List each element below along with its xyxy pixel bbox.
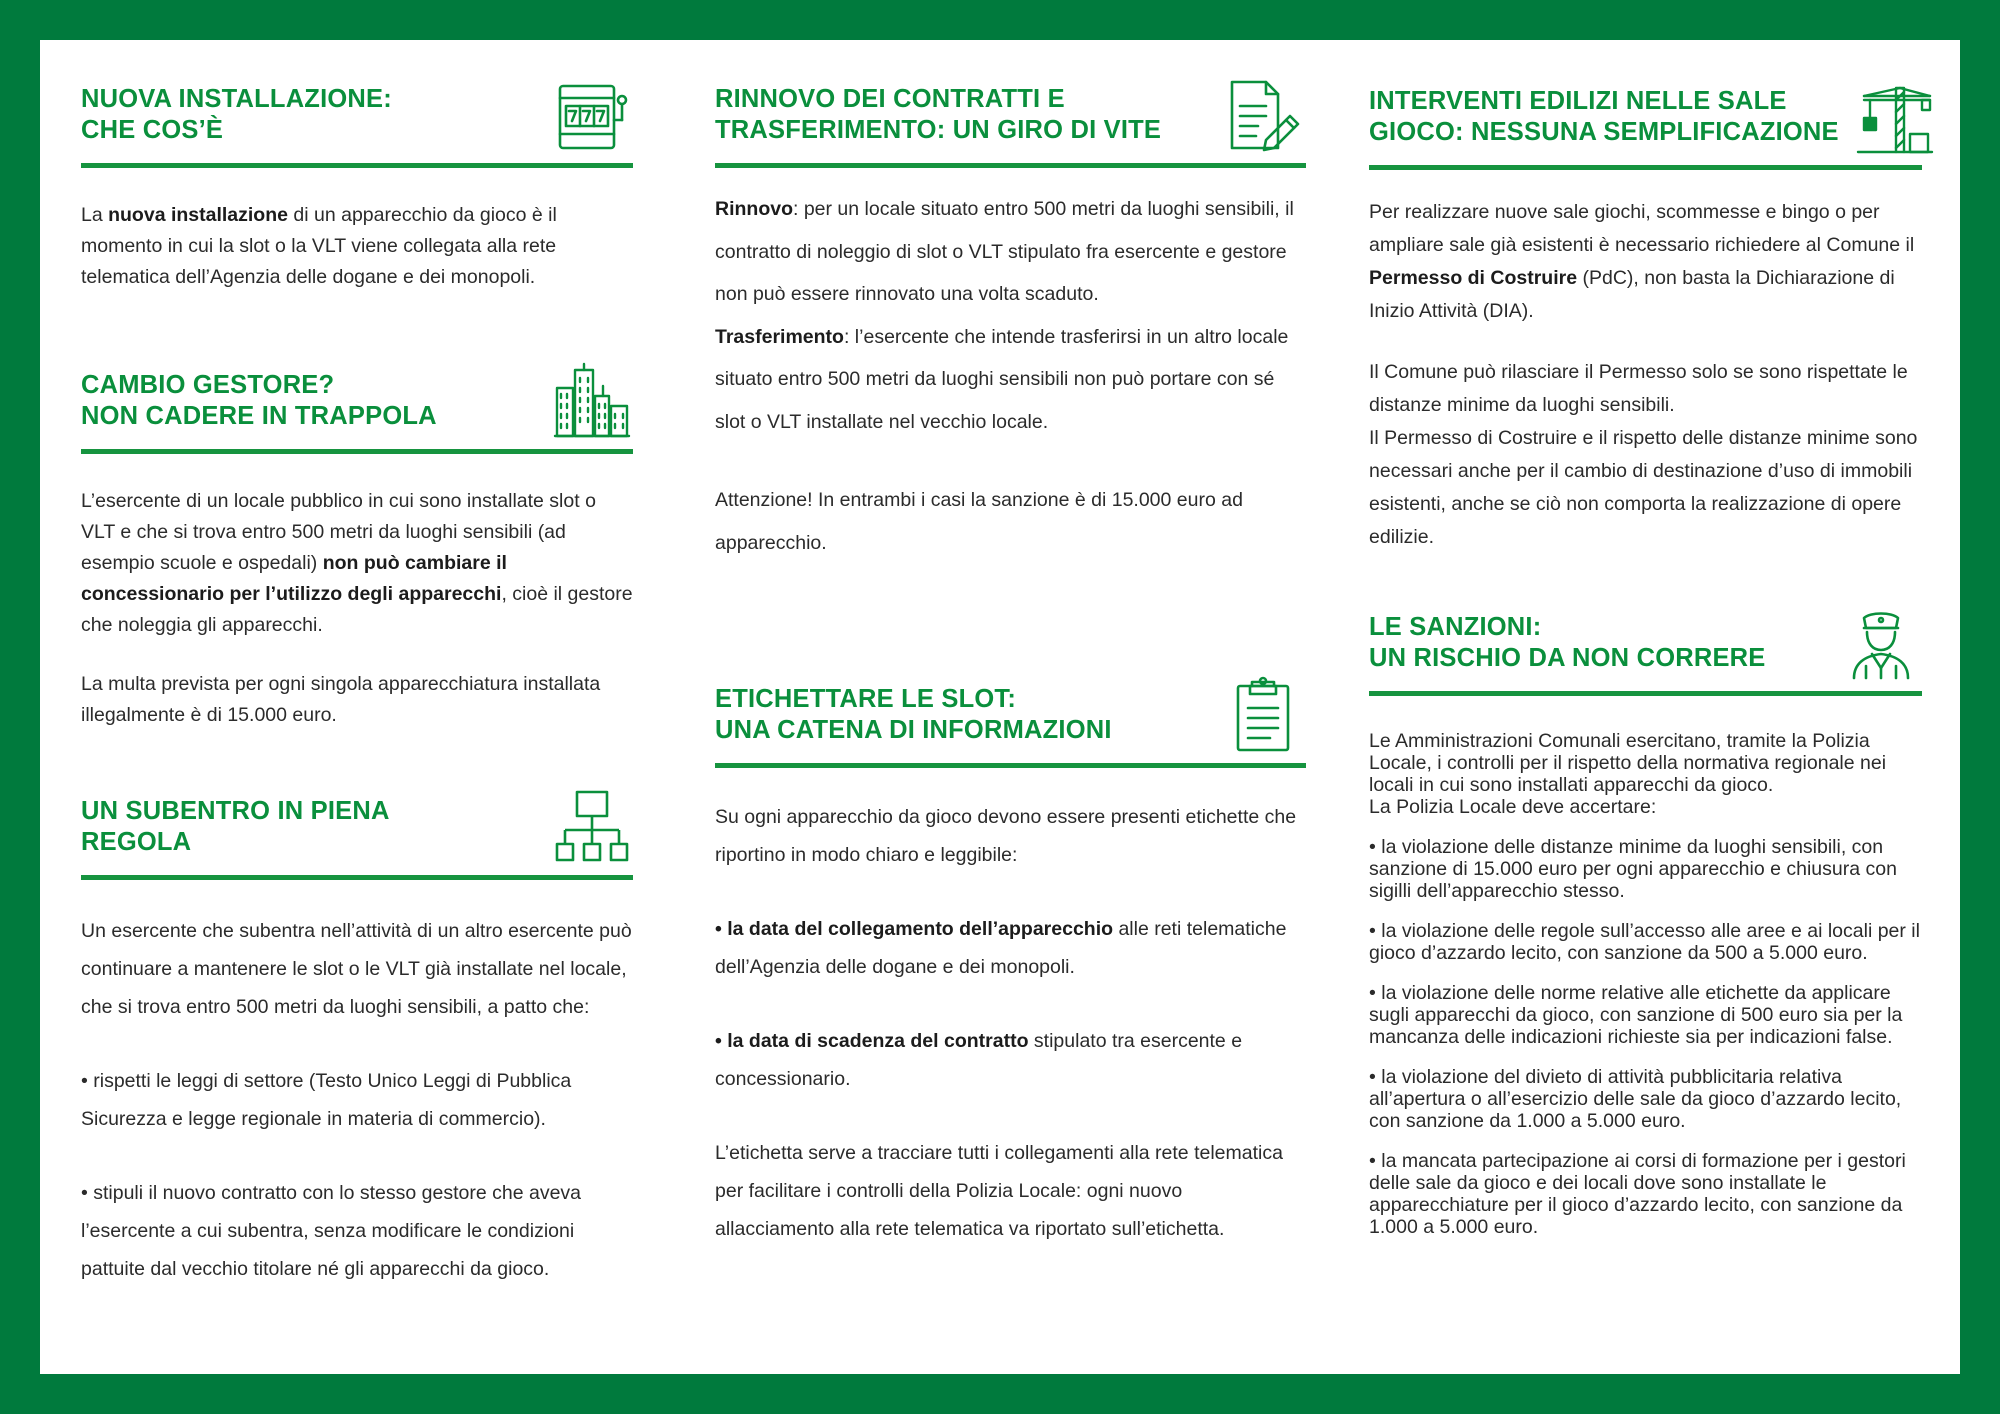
section-divider: [81, 449, 633, 454]
section-title: ETICHETTARE LE SLOT: UNA CATENA DI INFORMAZIONI: [715, 685, 1112, 744]
section-title: UN SUBENTRO IN PIENA REGOLA: [81, 797, 390, 856]
bullet-item: • stipuli il nuovo contratto con lo stesso gestore che aveva l’esercente a cui subentra, senza modificare le condizioni pattuite dal vecchio titolare né gli apparecchi da gioco.: [81, 1182, 582, 1280]
section-etichettare: [715, 680, 1306, 1248]
section-divider: [715, 763, 1306, 768]
section-sanzioni: [1369, 608, 1922, 1238]
section-body: [81, 200, 633, 293]
section-header: [1369, 608, 1922, 696]
bullet-item: • la violazione delle regole sull’accesso alle aree e ai locali per il gioco d’azzardo lecito, con sanzione da 500 a 5.000 euro.: [1369, 920, 1920, 964]
section-body: [81, 912, 633, 1288]
document-pen-icon: [1226, 76, 1304, 154]
paragraph: Per realizzare nuove sale giochi, scommesse e bingo o per ampliare sale già esistenti è necessario richiedere al Comune il Permesso di Costruire (PdC), non basta la Dichiarazione di Inizio Attività (DIA).: [1369, 201, 1915, 322]
section-divider: [715, 163, 1306, 168]
section-divider: [1369, 691, 1922, 696]
section-body: [715, 188, 1306, 564]
bullet-item: • la mancata partecipazione ai corsi di formazione per i gestori delle sale da gioco e dei locali dove sono installate le apparecchiature per il gioco d’azzardo lecito, con sanzione da 1.000 a 5.000 euro.: [1369, 1150, 1906, 1238]
section-title: CAMBIO GESTORE? NON CADERE IN TRAPPOLA: [81, 371, 437, 430]
section-title: INTERVENTI EDILIZI NELLE SALE GIOCO: NESSUNA SEMPLIFICAZIONE: [1369, 87, 1839, 146]
bullet-item: • la violazione del divieto di attività pubblicitaria relativa all’apertura o all’esercizio delle sale da gioco d’azzardo lecito, con sanzione da 1.000 a 5.000 euro.: [1369, 1066, 1902, 1132]
section-body: [715, 798, 1306, 1248]
clipboard-icon: [1226, 676, 1304, 754]
paragraph: Le Amministrazioni Comunali esercitano, tramite la Polizia Locale, i controlli per il rispetto della normativa regionale nei locali in cui sono installati apparecchi da gioco.: [1369, 730, 1887, 796]
section-title: RINNOVO DEI CONTRATTI E TRASFERIMENTO: UN GIRO DI VITE: [715, 85, 1162, 144]
org-chart-icon: [553, 788, 631, 866]
brochure-sheet: [40, 40, 1960, 1374]
section-header: [81, 366, 633, 454]
section-body: [1369, 196, 1922, 554]
section-header: [81, 792, 633, 880]
paragraph: La nuova installazione di un apparecchio da gioco è il momento in cui la slot o la VLT viene collegata alla rete telematica dell’Agenzia delle dogane e dei monopoli.: [81, 204, 557, 288]
section-divider: [81, 163, 633, 168]
section-cambio-gestore: [81, 366, 633, 731]
city-buildings-icon: [553, 362, 631, 440]
slot-machine-icon: [553, 76, 631, 154]
section-header: [715, 680, 1306, 768]
section-body: [1369, 730, 1922, 1238]
paragraph: Il Comune può rilasciare il Permesso solo se sono rispettate le distanze minime da luoghi sensibili.: [1369, 361, 1908, 416]
bullet-item: • la violazione delle norme relative alle etichette da applicare sugli apparecchi da gioco, con sanzione di 500 euro sia per la mancanza delle indicazioni richieste sia per indicazioni false.: [1369, 982, 1903, 1048]
bullet-item: • la violazione delle distanze minime da luoghi sensibili, con sanzione di 15.000 euro per ogni apparecchio e chiusura con sigilli dell’apparecchio stesso.: [1369, 836, 1897, 902]
section-header: [715, 80, 1306, 168]
paragraph: L’esercente di un locale pubblico in cui sono installate slot o VLT e che si trova entro 500 metri da luoghi sensibili (ad esempio scuole e ospedali) non può cambiare il concessionario per l’utilizzo degli apparecchi, cioè il gestore che noleggia gli apparecchi.: [81, 490, 633, 636]
section-nuova-installazione: [81, 80, 633, 293]
section-title: LE SANZIONI: UN RISCHIO DA NON CORRERE: [1369, 613, 1766, 672]
section-header: [81, 80, 633, 168]
section-title: NUOVA INSTALLAZIONE: CHE COS’È: [81, 85, 392, 144]
paragraph: Trasferimento: l’esercente che intende trasferirsi in un altro locale situato entro 500 metri da luoghi sensibili non può portare con sé slot o VLT installate nel vecchio locale.: [715, 325, 1289, 433]
paragraph: La Polizia Locale deve accertare:: [1369, 796, 1657, 818]
paragraph: Un esercente che subentra nell’attività di un altro esercente può continuare a mantenere le slot o le VLT già installate nel locale, che si trova entro 500 metri da luoghi sensibili, a patto che:: [81, 920, 632, 1018]
section-body: [81, 486, 633, 731]
police-officer-icon: [1842, 604, 1920, 682]
section-divider: [81, 875, 633, 880]
paragraph: Il Permesso di Costruire e il rispetto delle distanze minime sono necessari anche per il cambio di destinazione d’uso di immobili esistenti, anche se ciò non comporta la realizzazione di opere edilizie.: [1369, 427, 1918, 548]
paragraph: Rinnovo: per un locale situato entro 500 metri da luoghi sensibili, il contratto di noleggio di slot o VLT stipulato fra esercente e gestore non può essere rinnovato una volta scaduto.: [715, 198, 1294, 305]
paragraph: Su ogni apparecchio da gioco devono essere presenti etichette che riportino in modo chiaro e leggibile:: [715, 806, 1297, 866]
section-subentro: [81, 792, 633, 1288]
section-rinnovo: [715, 80, 1306, 564]
construction-crane-icon: [1856, 78, 1934, 156]
bullet-item: • rispetti le leggi di settore (Testo Unico Leggi di Pubblica Sicurezza e legge regionale in materia di commercio).: [81, 1070, 572, 1130]
bullet-item: • la data di scadenza del contratto stipulato tra esercente e concessionario.: [715, 1030, 1243, 1090]
section-divider: [1369, 165, 1922, 170]
paragraph: L’etichetta serve a tracciare tutti i collegamenti alla rete telematica per facilitare i controlli della Polizia Locale: ogni nuovo allacciamento alla rete telematica va riportato sull’etichetta.: [715, 1142, 1283, 1240]
bullet-item: • la data del collegamento dell’apparecchio alle reti telematiche dell’Agenzia delle dogane e dei monopoli.: [715, 918, 1287, 978]
section-header: [1369, 82, 1922, 170]
section-interventi-edilizi: [1369, 82, 1922, 554]
paragraph: La multa prevista per ogni singola apparecchiatura installata illegalmente è di 15.000 euro.: [81, 673, 601, 726]
paragraph: Attenzione! In entrambi i casi la sanzione è di 15.000 euro ad apparecchio.: [715, 489, 1243, 554]
